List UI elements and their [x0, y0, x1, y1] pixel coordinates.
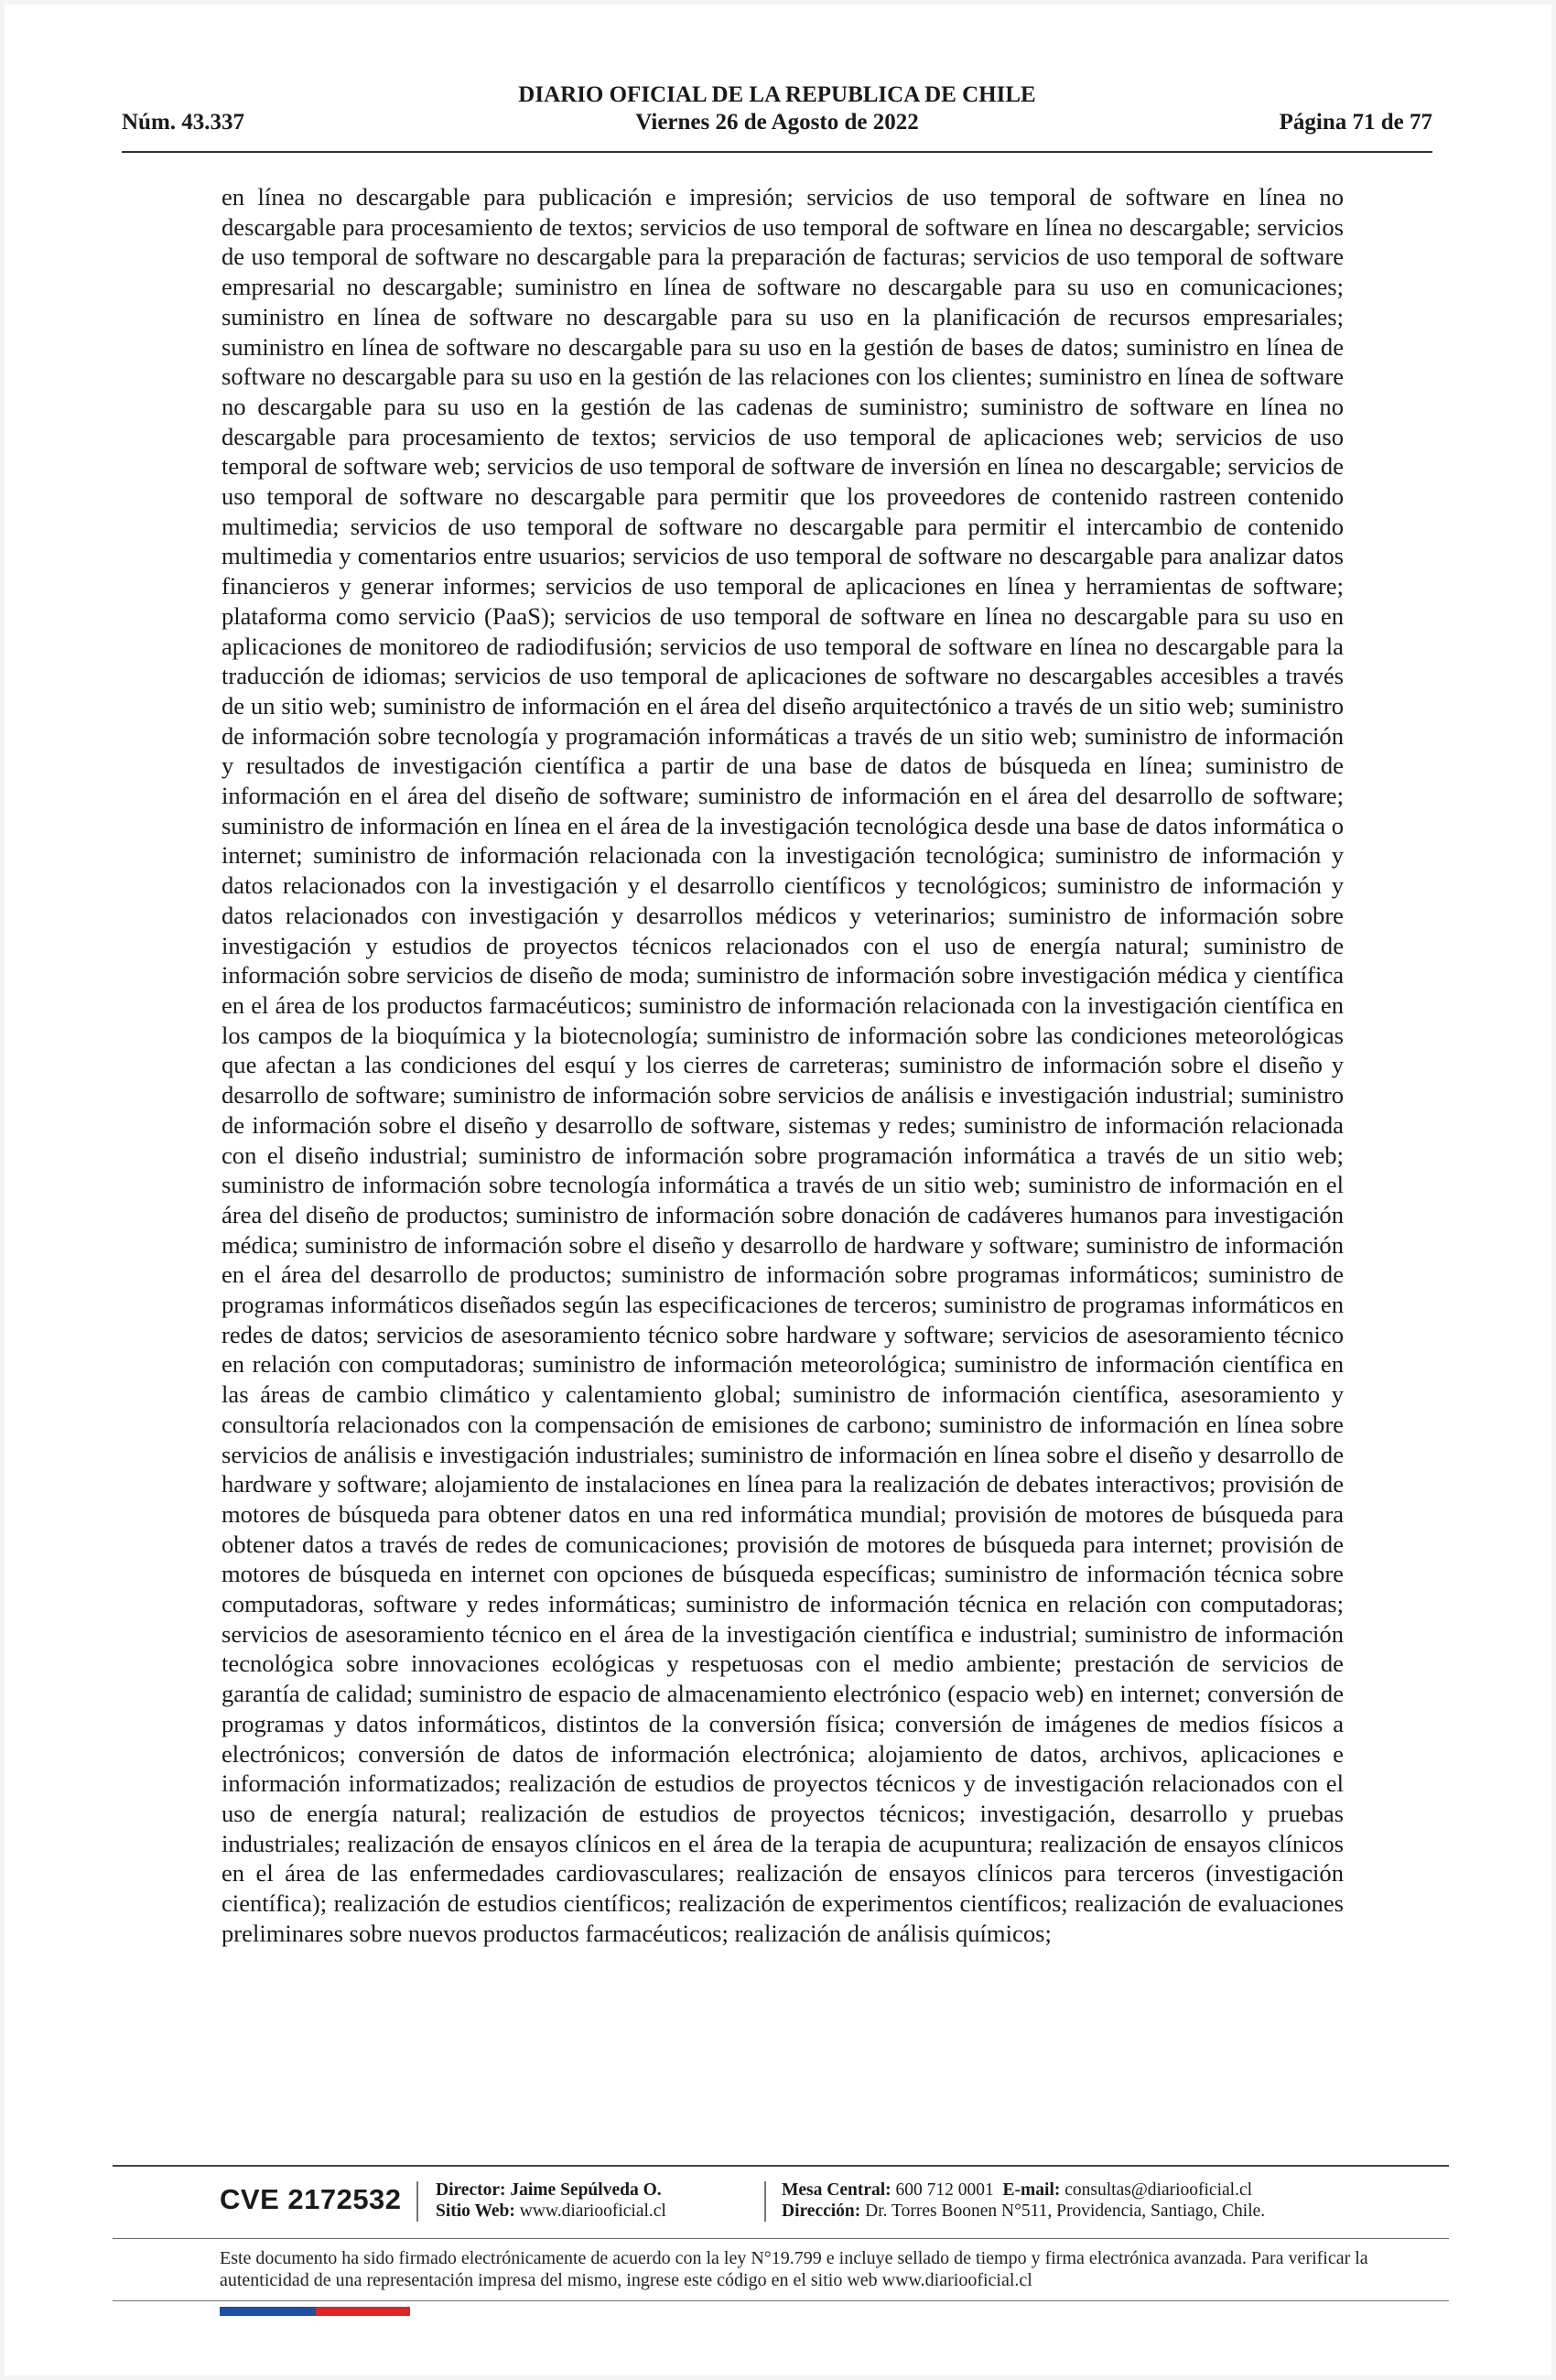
header-divider	[122, 151, 1432, 153]
flag-stripe	[220, 2307, 410, 2316]
website-label: Sitio Web:	[436, 2202, 515, 2221]
website-link[interactable]: www.diariooficial.cl	[519, 2202, 666, 2221]
email-label: E-mail:	[1002, 2180, 1061, 2200]
phone-label: Mesa Central:	[782, 2180, 891, 2200]
contact-line	[782, 2180, 1252, 2201]
address-text: Dr. Torres Boonen N°511, Providencia, Santiago, Chile.	[865, 2202, 1266, 2221]
address-line	[782, 2201, 1265, 2222]
page-number: Página 71 de 77	[1279, 110, 1432, 135]
website-line	[436, 2201, 666, 2222]
phone-number: 600 712 0001	[895, 2180, 994, 2200]
publication-date: Viernes 26 de Agosto de 2022	[635, 110, 919, 135]
page-header	[122, 81, 1432, 155]
issue-number: Núm. 43.337	[122, 110, 245, 135]
director-name: Jaime Sepúlveda O.	[510, 2180, 662, 2200]
director-line	[436, 2180, 662, 2201]
footer-divider-bottom	[113, 2238, 1449, 2239]
footer-separator	[764, 2181, 766, 2222]
document-page	[5, 5, 1551, 2375]
publication-name: DIARIO OFICIAL DE LA REPUBLICA DE CHILE	[518, 82, 1036, 107]
director-label: Director:	[436, 2180, 506, 2200]
footer-divider-top	[113, 2165, 1449, 2167]
address-label: Dirección:	[782, 2202, 861, 2221]
email-link[interactable]: consultas@diariooficial.cl	[1064, 2180, 1253, 2200]
flag-red-segment	[316, 2307, 410, 2316]
publication-title	[122, 81, 1432, 136]
legal-divider	[113, 2300, 1449, 2301]
legal-notice: Este documento ha sido firmado electrónicamente de acuerdo con la ley N°19.799 e incluye sellado de tiempo y firma electrónica avanzada. Para verificar la autenticidad de una representación impresa del mismo, ingrese este código en el sitio web www.diariooficial.cl	[220, 2248, 1368, 2290]
flag-blue-segment	[220, 2307, 316, 2316]
cve-code: CVE 2172532	[220, 2183, 402, 2215]
footer	[220, 2180, 1437, 2227]
footer-separator	[416, 2181, 418, 2222]
body-text: en línea no descargable para publicación e impresión; servicios de uso temporal de software en línea no descargable para procesamiento de textos; servicios de uso temporal de software en línea no descargable; servicios de uso temporal de software no descargable para la preparación de facturas; servicios de uso temporal de software empresarial no descargable; suministro en línea de software no descargable para su uso en comunicaciones; suministro en línea de software no descargable para su uso en la planificación de recursos empresariales; suministro en línea de software no descargable para su uso en la gestión de bases de datos; suministro en línea de software no descargable para su uso en la gestión de las relaciones con los clientes; suministro en línea de software no descargable para su uso en la gestión de las cadenas de suministro; suministro de software en línea no descargable para procesamiento de textos; servicios de uso temporal de aplicaciones web; servicios de uso temporal de software web; servicios de uso temporal de software de inversión en línea no descargable; servicios de uso temporal de software no descargable para permitir que los proveedores de contenido rastreen contenido multimedia; servicios de uso temporal de software no descargable para permitir el intercambio de contenido multimedia y comentarios entre usuarios; servicios de uso temporal de software no descargable para analizar datos financieros y generar informes; servicios de uso temporal de aplicaciones en línea y herramientas de software; plataforma como servicio (PaaS); servicios de uso temporal de software en línea no descargable para su uso en aplicaciones de monitoreo de radiodifusión; servicios de uso temporal de software en línea no descargable para la traducción de idiomas; servicios de uso temporal de aplicaciones de software no descargables accesibles a través de un sitio web; suministro de información en el área del diseño arquitectónico a través de un sitio web; suministro de información sobre tecnología y programación informáticas a través de un sitio web; suministro de información y resultados de investigación científica a partir de una base de datos de búsqueda en línea; suministro de información en el área del diseño de software; suministro de información en el área del desarrollo de software; suministro de información en línea en el área de la investigación tecnológica desde una base de datos informática o internet; suministro de información relacionada con la investigación tecnológica; suministro de información y datos relacionados con la investigación y el desarrollo científicos y tecnológicos; suministro de información y datos relacionados con investigación y desarrollos médicos y veterinarios; suministro de información sobre investigación y estudios de proyectos técnicos relacionados con el uso de energía natural; suministro de información sobre servicios de diseño de moda; suministro de información sobre investigación médica y científica en el área de los productos farmacéuticos; suministro de información relacionada con la investigación científica en los campos de la bioquímica y la biotecnología; suministro de información sobre las condiciones meteorológicas que afectan a las condiciones del esquí y los cierres de carreteras; suministro de información sobre el diseño y desarrollo de software; suministro de información sobre servicios de análisis e investigación industrial; suministro de información sobre el diseño y desarrollo de software, sistemas y redes; suministro de información relacionada con el diseño industrial; suministro de información sobre programación informática a través de un sitio web; suministro de información sobre tecnología informática a través de un sitio web; suministro de información en el área del diseño de productos; suministro de información sobre donación de cadáveres humanos para investigación médica; suministro de información sobre el diseño y desarrollo de hardware y software; suministro de información en el área del desarrollo de productos; suministro de información sobre programas informáticos; suministro de programas informáticos diseñados según las especificaciones de terceros; suministro de programas informáticos en redes de datos; servicios de asesoramiento técnico sobre hardware y software; servicios de asesoramiento técnico en relación con computadoras; suministro de información meteorológica; suministro de información científica en las áreas de cambio climático y calentamiento global; suministro de información científica, asesoramiento y consultoría relacionados con la compensación de emisiones de carbono; suministro de información en línea sobre servicios de análisis e investigación industriales; suministro de información en línea sobre el diseño y desarrollo de hardware y software; alojamiento de instalaciones en línea para la realización de debates interactivos; provisión de motores de búsqueda para obtener datos en una red informática mundial; provisión de motores de búsqueda para obtener datos a través de redes de comunicaciones; provisión de motores de búsqueda para internet; provisión de motores de búsqueda en internet con opciones de búsqueda específicas; suministro de información técnica sobre computadoras, software y redes informáticas; suministro de información técnica en relación con computadoras; servicios de asesoramiento técnico en el área de la investigación científica e industrial; suministro de información tecnológica sobre innovaciones ecológicas y respetuosas con el medio ambiente; prestación de servicios de garantía de calidad; suministro de espacio de almacenamiento electrónico (espacio web) en internet; conversión de programas y datos informáticos, distintos de la conversión física; conversión de imágenes de medios físicos a electrónicos; conversión de datos de información electrónica; alojamiento de datos, archivos, aplicaciones e información informatizados; realización de estudios de proyectos técnicos y de investigación relacionados con el uso de energía natural; realización de estudios de proyectos técnicos; investigación, desarrollo y pruebas industriales; realización de ensayos clínicos en el área de la terapia de acupuntura; realización de ensayos clínicos en el área de las enfermedades cardiovasculares; realización de ensayos clínicos para terceros (investigación científica); realización de estudios científicos; realización de experimentos científicos; realización de evaluaciones preliminares sobre nuevos productos farmacéuticos; realización de análisis químicos;	[222, 183, 1344, 1947]
